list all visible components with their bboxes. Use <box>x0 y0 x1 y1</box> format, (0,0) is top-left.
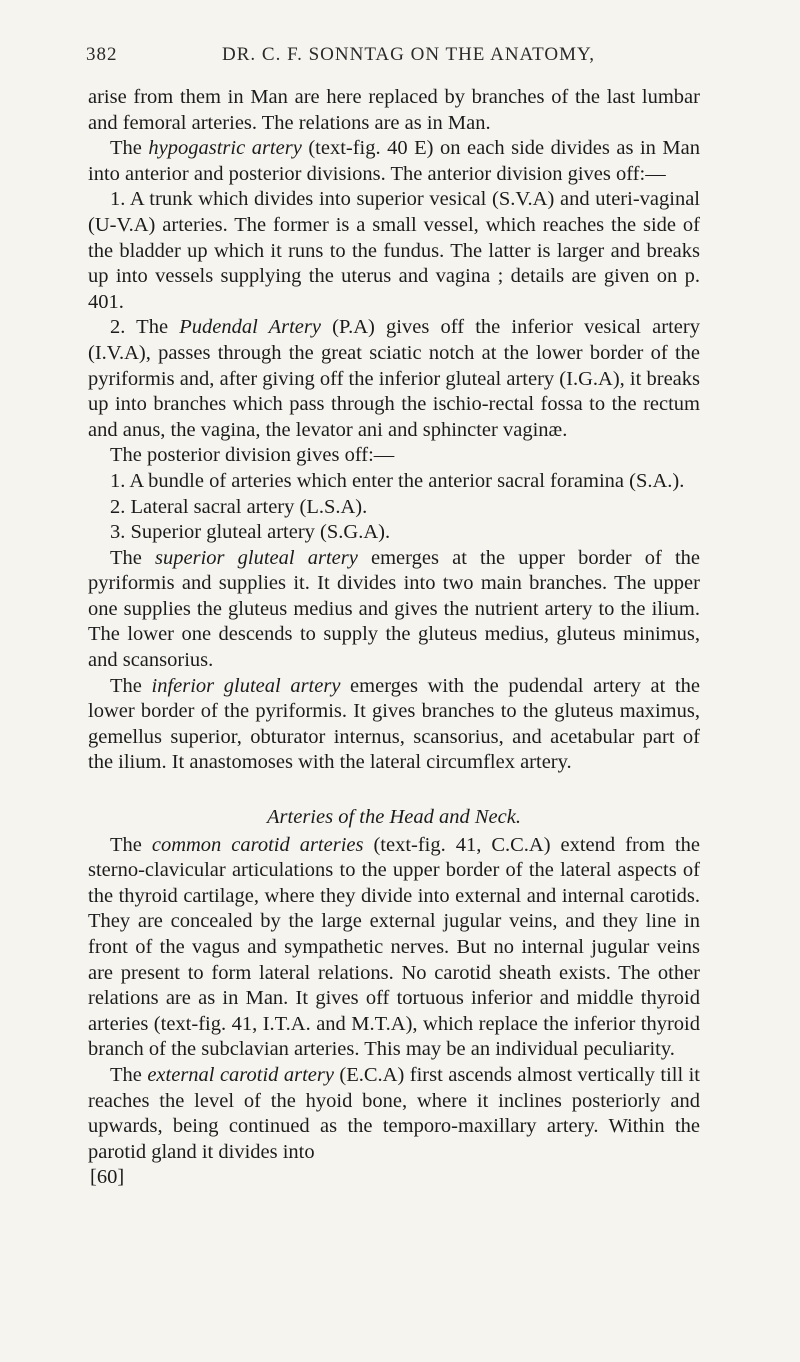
running-head-title: DR. C. F. SONNTAG ON THE ANATOMY, <box>222 44 596 65</box>
paragraph-external-carotid-artery: The external carotid artery (E.C.A) first ascends almost vertically till it reaches the level of the hyoid bone, where it inclines posteriorly and upwards, being continued as the temporo-maxillary artery. Within the parotid gland it divides into <box>88 1063 701 1163</box>
paragraph-inferior-gluteal-artery: The inferior gluteal artery emerges with the pudendal artery at the lower border of the pyriformis. It gives branches to the gluteus maximus, gemellus superior, obturator internus, scansorius, and acetabular part of the ilium. It anastomoses with the lateral circumflex artery. <box>88 674 700 774</box>
section-heading: Arteries of the Head and Neck. <box>267 806 521 829</box>
running-head <box>86 44 706 68</box>
body-text <box>88 85 700 1191</box>
term-pudendal-artery: Pudendal Artery <box>179 316 321 339</box>
list-item: 2. Lateral sacral artery (L.S.A). <box>110 495 368 518</box>
paragraph-common-carotid-arteries: The common carotid arteries (text-fig. 41, C.C.A) extend from the sterno-clavicular articulations to the upper border of the lateral aspects of the thyroid cartilage, where they divide into external and internal carotids. They are concealed by the large external jugular veins, and they line in front of the vagus and sympathetic nerves. But no internal jugular veins are present to form lateral relations. No carotid sheath exists. The other relations are as in Man. It gives off tortuous inferior and middle thyroid arteries (text-fig. 41, I.T.A. and M.T.A), which replace the inferior thyroid branch of the subclavian arteries. This may be an individual peculiarity. <box>88 833 700 1061</box>
paragraph-hypogastric-artery: The hypogastric artery (text-fig. 40 E) on each side divides as in Man into anterior and posterior divisions. The anterior division gives off:— <box>88 137 700 185</box>
list-item: 1. A bundle of arteries which enter the anterior sacral foramina (S.A.). <box>110 469 685 492</box>
list-item-pudendal-artery: 2. The Pudendal Artery (P.A) gives off the inferior vesical artery (I.V.A), passes through the great sciatic notch at the lower border of the pyriformis and, after giving off the inferior gluteal artery (I.G.A), it breaks up into branches which pass through the ischio-rectal fossa to the rectum and anus, the vagina, the levator ani and sphincter vaginæ. <box>88 316 700 441</box>
paragraph: arise from them in Man are here replaced by branches of the last lumbar and femoral arteries. The relations are as in Man. <box>88 86 700 134</box>
paragraph-superior-gluteal-artery: The superior gluteal artery emerges at the upper border of the pyriformis and supplies it. It divides into two main branches. The upper one supplies the gluteus medius and gives the nutrient artery to the ilium. The lower one descends to supply the gluteus medius, gluteus minimus, and scansorius. <box>88 546 700 672</box>
term-inferior-gluteal-artery: inferior gluteal artery <box>151 674 341 697</box>
term-superior-gluteal-artery: superior gluteal artery <box>155 546 358 569</box>
page-number: 382 <box>86 44 118 65</box>
term-external-carotid-artery: external carotid artery <box>147 1063 334 1086</box>
signature-mark: [60] <box>90 1166 125 1189</box>
term-hypogastric-artery: hypogastric artery <box>148 137 302 160</box>
paragraph: The posterior division gives off:— <box>110 444 395 467</box>
list-item: 1. A trunk which divides into superior vesical (S.V.A) and uteri-vaginal (U-V.A) arteries. The former is a small vessel, which reaches the side of the bladder up which it runs to the fundus. The latter is larger and breaks up into vessels supplying the uterus and vagina ; details are given on p. 401. <box>88 188 700 313</box>
list-item: 3. Superior gluteal artery (S.G.A). <box>110 521 391 544</box>
term-common-carotid-arteries: common carotid arteries <box>151 833 364 856</box>
